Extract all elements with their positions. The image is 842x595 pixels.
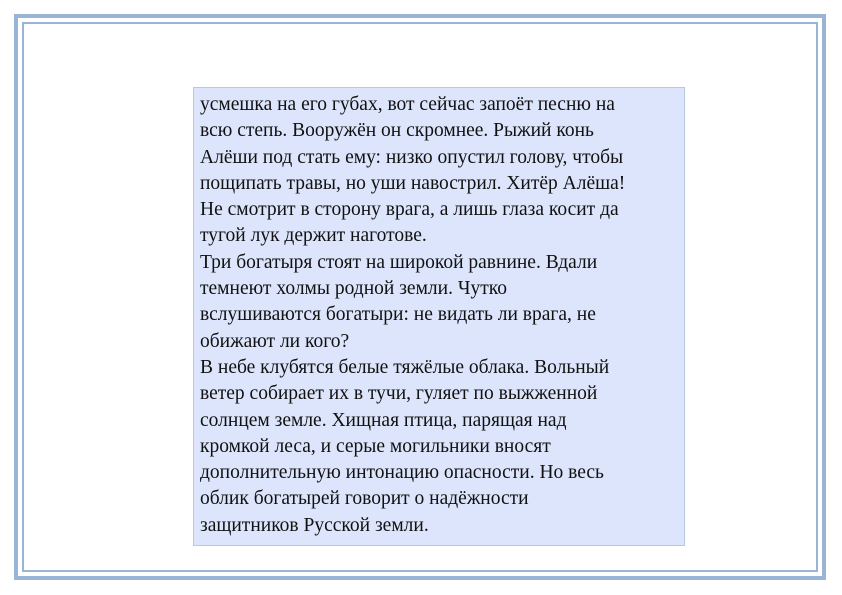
text-line: тугой лук держит наготове.	[200, 225, 427, 247]
text-line: дополнительную интонацию опасности. Но весь	[200, 462, 604, 484]
text-box	[193, 87, 685, 546]
text-line: В небе клубятся белые тяжёлые облака. Вольный	[200, 356, 610, 378]
text-line: темнеют холмы родной земли. Чутко	[200, 278, 508, 300]
text-line: защитников Русской земли.	[200, 514, 429, 536]
text-line: усмешка на его губах, вот сейчас запоёт песню на	[200, 94, 615, 115]
text-line: ветер собирает их в тучи, гуляет по выжженной	[200, 383, 598, 405]
text-line: солнцем земле. Хищная птица, парящая над	[200, 409, 567, 431]
text-line: пощипать травы, но уши навострил. Хитёр Алёша!	[200, 172, 626, 194]
text-line: Алёши под стать ему: низко опустил голову, чтобы	[200, 146, 624, 168]
text-line: Не смотрит в сторону врага, а лишь глаза косит да	[200, 199, 619, 221]
text-line: кромкой леса, и серые могильники вносят	[200, 435, 551, 457]
text-line: вслушиваются богатыри: не видать ли врага, не	[200, 304, 596, 326]
text-line: обижают ли кого?	[200, 330, 350, 352]
text-line: облик богатырей говорит о надёжности	[200, 488, 529, 510]
text-line: всю степь. Вооружён он скромнее. Рыжий конь	[200, 120, 594, 142]
text-line: Три богатыря стоят на широкой равнине. Вдали	[200, 251, 598, 273]
